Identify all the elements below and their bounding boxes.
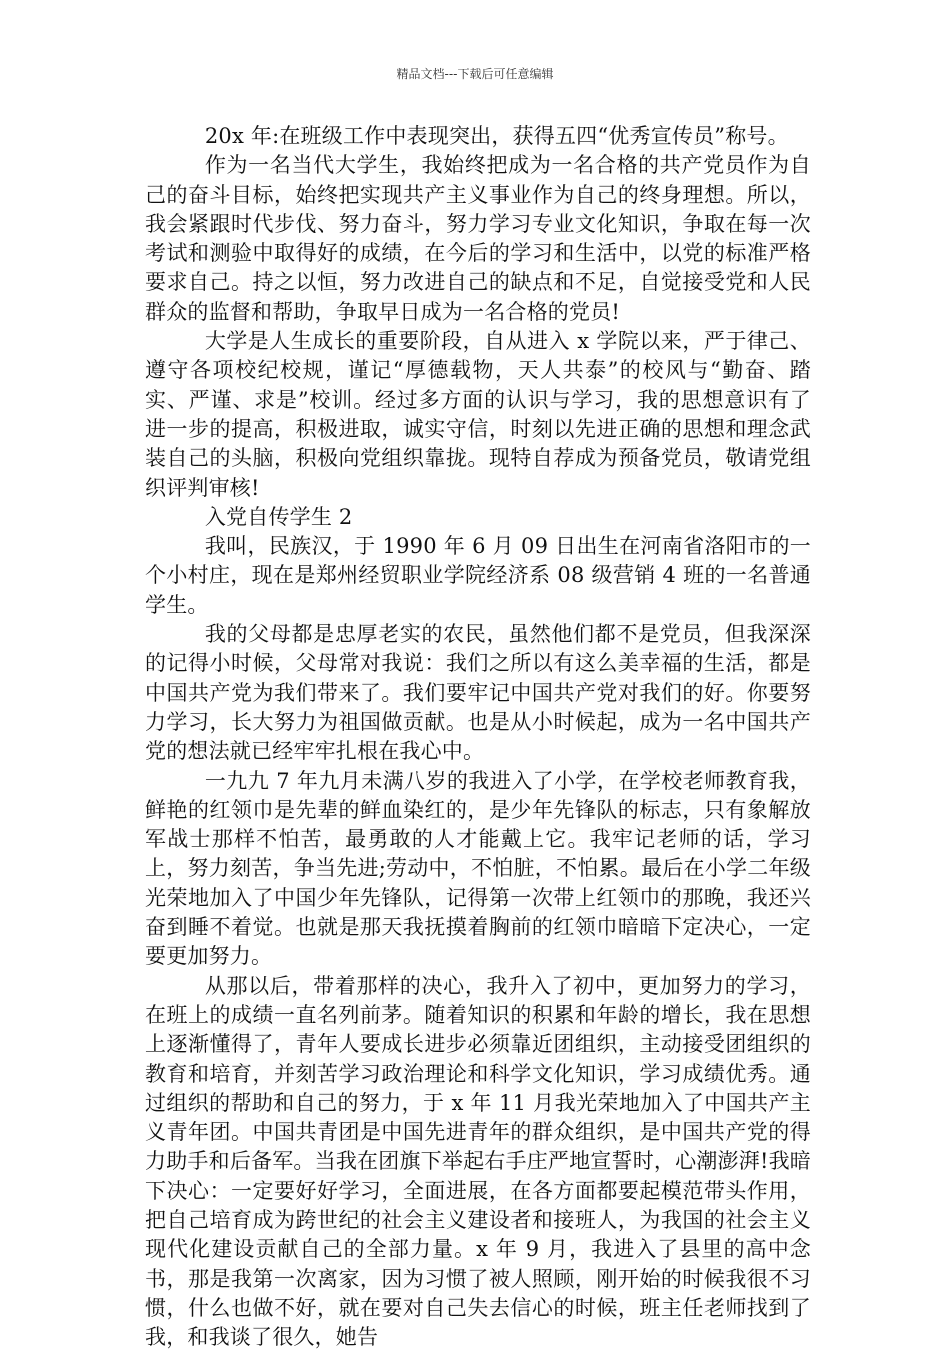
paragraph-intro: 我叫，民族汉，于 1990 年 6 月 09 日出生在河南省洛阳市的一个小村庄，现在是郑州经贸职业学院经济系 08 级营销 4 班的一名普通学生。 xyxy=(145,534,811,617)
page-header: 精品文档---下载后可任意编辑 xyxy=(396,67,554,81)
paragraph-primary-school: 一九九 7 年九月未满八岁的我进入了小学，在学校老师教育我，鲜艳的红领巾是先辈的鲜血染红的，是少年先锋队的标志，只有象解放军战士那样不怕苦，最勇敢的人才能戴上它。我牢记老师的话，学习上，努力刻苦，争当先进;劳动中，不怕脏，不怕累。最后在小学二年级光荣地加入了中国少年先锋队，记得第一次带上红领巾的那晚，我还兴奋到睡不着觉。也就是那天我抚摸着胸前的红领巾暗暗下定决心，一定要更加努力。 xyxy=(145,768,811,969)
paragraph-university: 大学是人生成长的重要阶段，自从进入 x 学院以来，严于律己、遵守各项校纪校规，谨记“厚德载物，天人共泰”的校风与“勤奋、踏实、严谨、求是”校训。经过多方面的认识与学习，我的思想意识有了进一步的提高，积极进取，诚实守信，时刻以先进正确的思想和理念武装自己的头脑，积极向党组织靠拢。现特自荐成为预备党员，敬请党组织评判审核! xyxy=(145,329,811,500)
paragraph-middle-school: 从那以后，带着那样的决心，我升入了初中，更加努力的学习，在班上的成绩一直名列前茅。随着知识的积累和年龄的增长，我在思想上逐渐懂得了，青年人要成长进步必须靠近团组织，主动接受团组织的教育和培育，并刻苦学习政治理论和科学文化知识，学习成绩优秀。通过组织的帮助和自己的努力，于 x 年 11 月我光荣地加入了中国共产主义青年团。中国共青团是中国先进青年的群众组织，是中国共产党的得力助手和后备军。当我在团旗下举起右手庄严地宣誓时，心潮澎湃!我暗下决心：一定要好好学习，全面进展，在各方面都要起模范带头作用，把自己培育成为跨世纪的社会主义建设者和接班人，为我国的社会主义现代化建设贡献自己的全部力量。x 年 9 月，我进入了县里的高中念书，那是我第一次离家，因为习惯了被人照顾，刚开始的时候我很不习惯，什么也做不好，就在要对自己失去信心的时候，班主任老师找到了我，和我谈了很久，她告 xyxy=(145,973,811,1350)
section-title: 入党自传学生 2 xyxy=(204,504,353,529)
paragraph-parents: 我的父母都是忠厚老实的农民，虽然他们都不是党员，但我深深的记得小时候，父母常对我说：我们之所以有这么美幸福的生活，都是中国共产党为我们带来了。我们要牢记中国共产党对我们的好。你要努力学习，长大努力为祖国做贡献。也是从小时候起，成为一名中国共产党的想法就已经牢牢扎根在我心中。 xyxy=(145,622,811,764)
paragraph-award: 20x 年:在班级工作中表现突出，获得五四“优秀宣传员”称号。 xyxy=(204,124,789,148)
paragraph-goal: 作为一名当代大学生，我始终把成为一名合格的共产党员作为自己的奋斗目标，始终把实现共产主义事业作为自己的终身理想。所以，我会紧跟时代步伐、努力奋斗，努力学习专业文化知识，争取在每一次考试和测验中取得好的成绩，在今后的学习和生活中，以党的标准严格要求自己。持之以恒，努力改进自己的缺点和不足，自觉接受党和人民群众的监督和帮助，争取早日成为一名合格的党员! xyxy=(145,153,811,324)
document-body xyxy=(145,122,811,1352)
